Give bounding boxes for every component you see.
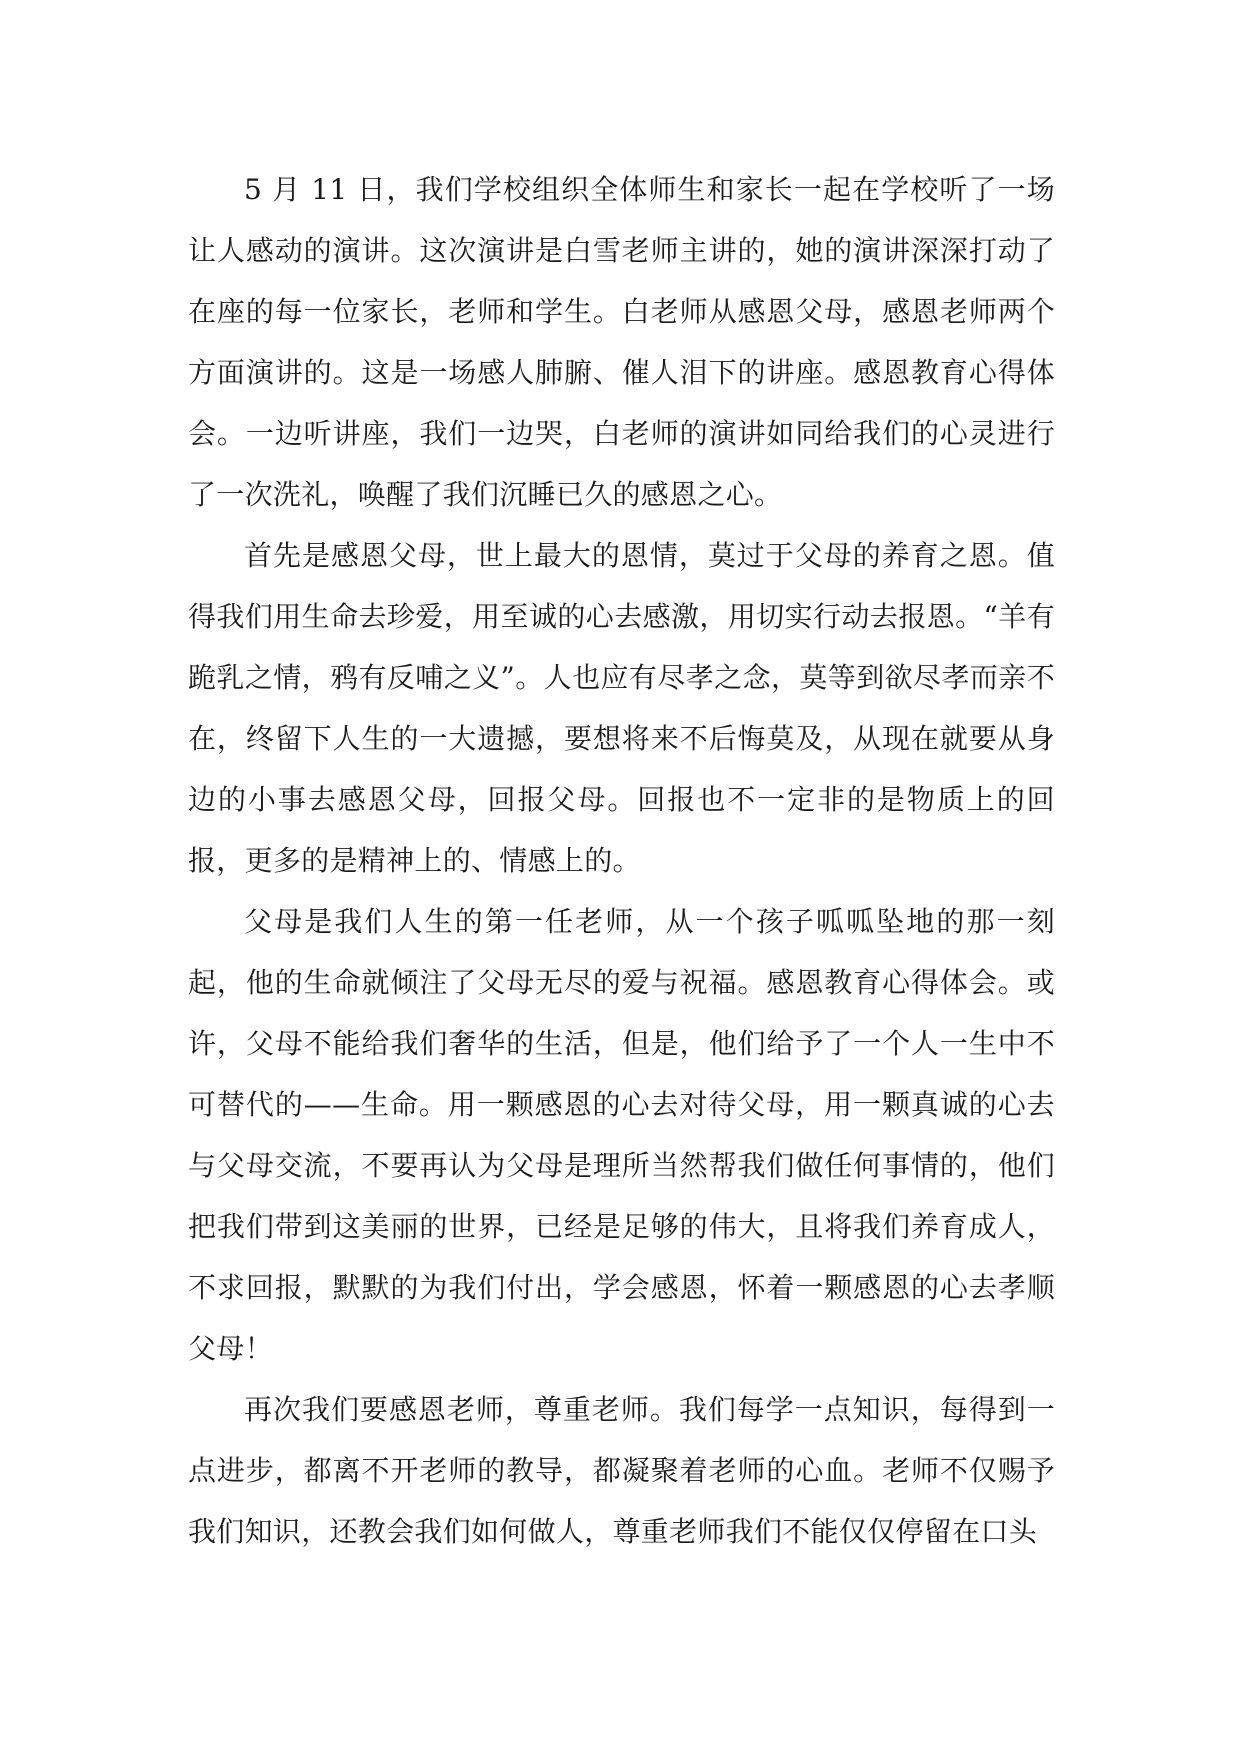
- paragraph-3: 父母是我们人生的第一任老师，从一个孩子呱呱坠地的那一刻起，他的生命就倾注了父母无尽的爱与祝福。感恩教育心得体会。或许，父母不能给我们奢华的生活，但是，他们给予了一个人一生中不可替代的——生命。用一颗感恩的心去对待父母，用一颗真诚的心去与父母交流，不要再认为父母是理所当然帮我们做任何事情的，他们把我们带到这美丽的世界，已经是足够的伟大，且将我们养育成人，不求回报，默默的为我们付出，学会感恩，怀着一颗感恩的心去孝顺父母！: [188, 905, 1055, 1365]
- document-body: [188, 159, 1055, 1562]
- paragraph-1: 5 月 11 日，我们学校组织全体师生和家长一起在学校听了一场让人感动的演讲。这次演讲是白雪老师主讲的，她的演讲深深打动了在座的每一位家长，老师和学生。白老师从感恩父母，感恩老师两个方面演讲的。这是一场感人肺腑、催人泪下的讲座。感恩教育心得体会。一边听讲座，我们一边哭，白老师的演讲如同给我们的心灵进行了一次洗礼，唤醒了我们沉睡已久的感恩之心。: [188, 173, 1055, 511]
- paragraph-4: 再次我们要感恩老师，尊重老师。我们每学一点知识，每得到一点进步，都离不开老师的教导，都凝聚着老师的心血。老师不仅赐予我们知识，还教会我们如何做人，尊重老师我们不能仅仅停留在口头: [188, 1393, 1055, 1548]
- paragraph-2: 首先是感恩父母，世上最大的恩情，莫过于父母的养育之恩。值得我们用生命去珍爱，用至诚的心去感激，用切实行动去报恩。“羊有跪乳之情，鸦有反哺之义”。人也应有尽孝之念，莫等到欲尽孝而亲不在，终留下人生的一大遗撼，要想将来不后悔莫及，从现在就要从身边的小事去感恩父母，回报父母。回报也不一定非的是物质上的回报，更多的是精神上的、情感上的。: [188, 539, 1055, 877]
